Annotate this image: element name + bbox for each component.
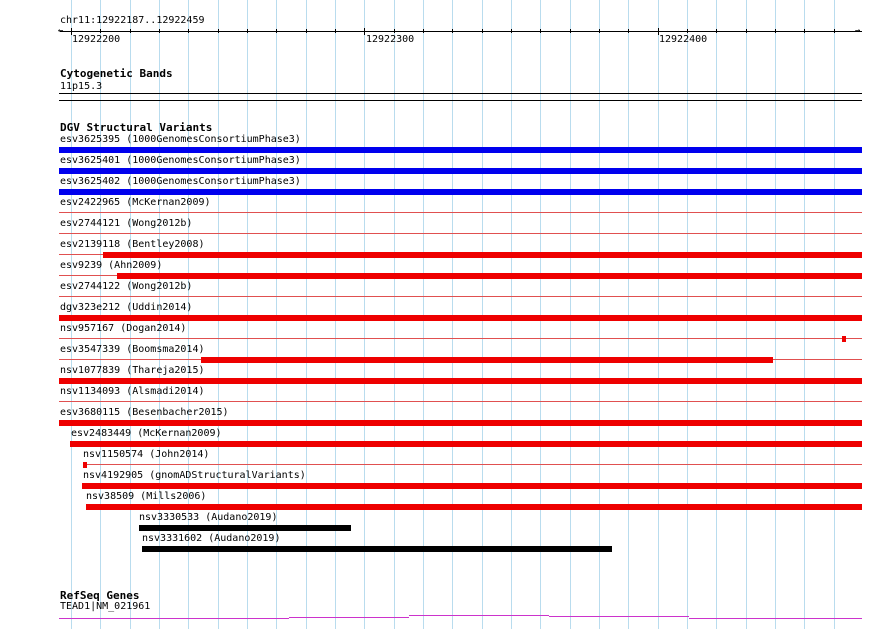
location-label: chr11:12922187..12922459 xyxy=(60,15,205,26)
cytoband-track-title[interactable]: Cytogenetic Bands xyxy=(60,67,173,80)
ruler-minor-tick xyxy=(775,29,776,33)
sv-label[interactable]: nsv1077839 (Thareja2015) xyxy=(60,365,205,376)
ruler-minor-tick xyxy=(159,29,160,33)
ruler-minor-tick xyxy=(746,29,747,33)
sv-label[interactable]: esv2139118 (Bentley2008) xyxy=(60,239,205,250)
sv-label[interactable]: nsv957167 (Dogan2014) xyxy=(60,323,187,334)
scroll-left-arrow-icon[interactable]: ← xyxy=(58,26,64,36)
cytoband-line[interactable] xyxy=(59,93,862,94)
sv-bar[interactable] xyxy=(83,462,87,468)
sv-line[interactable] xyxy=(59,401,862,402)
sv-bar[interactable] xyxy=(117,273,862,279)
sv-bar[interactable] xyxy=(139,525,351,531)
ruler-minor-tick xyxy=(130,29,131,33)
sv-label[interactable]: esv3547339 (Boomsma2014) xyxy=(60,344,205,355)
sv-bar[interactable] xyxy=(201,357,773,363)
ruler-axis xyxy=(60,31,862,32)
sv-bar[interactable] xyxy=(82,483,862,489)
cytoband-label: 11p15.3 xyxy=(60,81,103,92)
ruler-minor-tick xyxy=(247,29,248,33)
sv-label[interactable]: esv3625401 (1000GenomesConsortiumPhase3) xyxy=(60,155,301,166)
scroll-right-arrow-icon[interactable]: → xyxy=(855,26,861,36)
gene-intron-line[interactable] xyxy=(409,615,549,616)
ruler-minor-tick xyxy=(188,29,189,33)
sv-label[interactable]: dgv323e212 (Uddin2014) xyxy=(60,302,193,313)
sv-label[interactable]: esv2483449 (McKernan2009) xyxy=(71,428,222,439)
ruler-minor-tick xyxy=(570,29,571,33)
sv-label[interactable]: nsv1150574 (John2014) xyxy=(83,449,210,460)
gene-intron-line[interactable] xyxy=(549,616,689,617)
ruler-minor-tick xyxy=(218,29,219,33)
sv-bar[interactable] xyxy=(59,378,862,384)
ruler-minor-tick xyxy=(628,29,629,33)
ruler-minor-tick xyxy=(511,29,512,33)
sv-label[interactable]: esv2744122 (Wong2012b) xyxy=(60,281,193,292)
ruler-minor-tick xyxy=(100,29,101,33)
sv-bar[interactable] xyxy=(59,420,862,426)
sv-label[interactable]: esv3625402 (1000GenomesConsortiumPhase3) xyxy=(60,176,301,187)
sv-label[interactable]: esv3625395 (1000GenomesConsortiumPhase3) xyxy=(60,134,301,145)
sv-line[interactable] xyxy=(59,233,862,234)
sv-bar[interactable] xyxy=(842,336,846,342)
sv-bar[interactable] xyxy=(59,168,862,174)
track-separator xyxy=(59,100,862,101)
ruler-minor-tick xyxy=(687,29,688,33)
ruler-major-tick xyxy=(364,28,365,35)
ruler-minor-tick xyxy=(834,29,835,33)
gene-intron-line[interactable] xyxy=(289,617,409,618)
gene-label[interactable]: TEAD1|NM_021961 xyxy=(60,601,151,612)
ruler-minor-tick xyxy=(716,29,717,33)
ruler-tick-label-3: 12922400 xyxy=(659,34,708,45)
ruler-minor-tick xyxy=(540,29,541,33)
gene-intron-line[interactable] xyxy=(689,618,862,619)
sv-label[interactable]: nsv4192905 (gnomADStructuralVariants) xyxy=(83,470,306,481)
ruler-minor-tick xyxy=(452,29,453,33)
ruler-minor-tick xyxy=(804,29,805,33)
sv-label[interactable]: nsv3330533 (Audano2019) xyxy=(139,512,278,523)
sv-label[interactable]: esv9239 (Ahn2009) xyxy=(60,260,163,271)
sv-bar[interactable] xyxy=(59,315,862,321)
dgv-track-title[interactable]: DGV Structural Variants xyxy=(60,121,213,134)
sv-bar[interactable] xyxy=(70,441,862,447)
sv-label[interactable]: esv3680115 (Besenbacher2015) xyxy=(60,407,229,418)
sv-bar[interactable] xyxy=(142,546,612,552)
sv-label[interactable]: nsv1134093 (Alsmadi2014) xyxy=(60,386,205,397)
sv-bar[interactable] xyxy=(59,147,862,153)
sv-bar[interactable] xyxy=(59,189,862,195)
sv-line xyxy=(83,464,862,465)
ruler-minor-tick xyxy=(482,29,483,33)
sv-label[interactable]: esv2744121 (Wong2012b) xyxy=(60,218,193,229)
sv-bar[interactable] xyxy=(86,504,862,510)
gene-intron-line[interactable] xyxy=(59,618,289,619)
refseq-track-title[interactable]: RefSeq Genes xyxy=(60,589,140,602)
sv-label[interactable]: esv2422965 (McKernan2009) xyxy=(60,197,211,208)
ruler-tick-label-1: 12922200 xyxy=(72,34,121,45)
ruler-minor-tick xyxy=(306,29,307,33)
sv-label[interactable]: nsv38509 (Mills2006) xyxy=(86,491,207,502)
ruler-minor-tick xyxy=(276,29,277,33)
sv-line xyxy=(59,338,862,339)
ruler-tick-label-2: 12922300 xyxy=(366,34,415,45)
sv-bar[interactable] xyxy=(103,252,862,258)
ruler-minor-tick xyxy=(335,29,336,33)
sv-line[interactable] xyxy=(59,296,862,297)
sv-line[interactable] xyxy=(59,212,862,213)
ruler-minor-tick xyxy=(599,29,600,33)
ruler-minor-tick xyxy=(394,29,395,33)
sv-label[interactable]: nsv3331602 (Audano2019) xyxy=(142,533,281,544)
ruler-minor-tick xyxy=(423,29,424,33)
